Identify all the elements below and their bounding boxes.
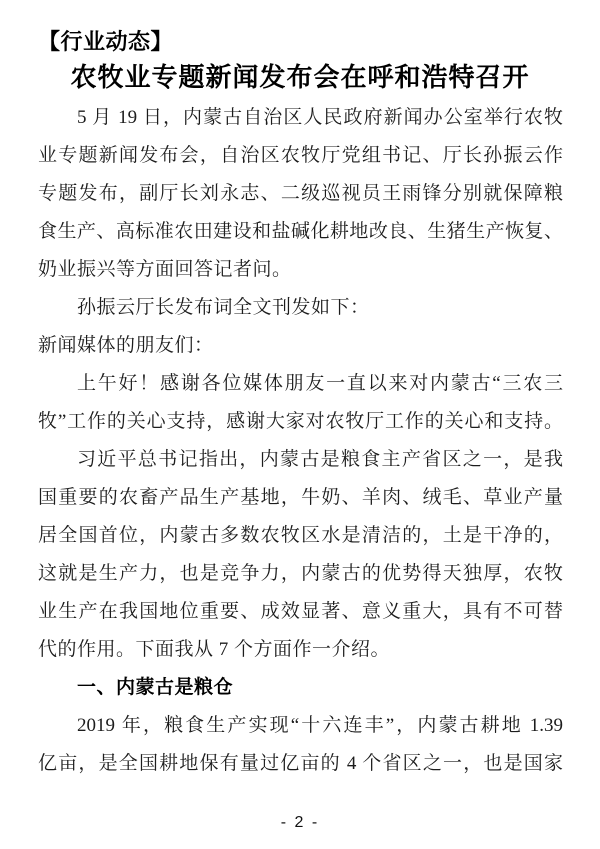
document-body: [38, 99, 563, 783]
section-heading: 一、内蒙古是粮仓: [77, 677, 234, 698]
text-line: 5 月 19 日，内蒙古自治区人民政府新闻办公室举行农牧: [77, 107, 563, 128]
page-number: - 2 -: [280, 814, 320, 831]
section-tag: 【行业动态】: [38, 29, 174, 54]
text-line: 业生产在我国地位重要、成效显著、意义重大，具有不可替: [38, 601, 563, 622]
text-line: 习近平总书记指出，内蒙古是粮食主产省区之一，是我: [77, 449, 563, 470]
text-line: 代的作用。下面我从 7 个方面作一介绍。: [38, 639, 391, 660]
text-line: 专题发布，副厅长刘永志、二级巡视员王雨锋分别就保障粮: [38, 183, 563, 204]
text-line: 牧”工作的关心支持，感谢大家对农牧厅工作的关心和支持。: [38, 411, 563, 432]
text-line: 孙振云厅长发布词全文刊发如下：: [77, 297, 370, 318]
text-line: 这就是生产力，也是竞争力，内蒙古的优势得天独厚，农牧: [38, 563, 563, 584]
text-line: 国重要的农畜产品生产基地，牛奶、羊肉、绒毛、草业产量: [38, 487, 563, 508]
text-line: 业专题新闻发布会，自治区农牧厅党组书记、厅长孙振云作: [38, 145, 563, 166]
text-line: 奶业振兴等方面回答记者问。: [38, 259, 292, 280]
text-line: 亿亩，是全国耕地保有量过亿亩的 4 个省区之一，也是国家: [38, 753, 563, 774]
text-line: 上午好！感谢各位媒体朋友一直以来对内蒙古“三农三: [77, 373, 563, 394]
document-title: 农牧业专题新闻发布会在呼和浩特召开: [70, 63, 530, 92]
text-line: 新闻媒体的朋友们：: [38, 335, 214, 356]
text-line: 2019 年，粮食生产实现“十六连丰”，内蒙古耕地 1.39: [77, 715, 563, 736]
text-line: 居全国首位，内蒙古多数农牧区水是清洁的，土是干净的，: [38, 525, 563, 546]
text-line: 食生产、高标准农田建设和盐碱化耕地改良、生猪生产恢复、: [38, 221, 563, 242]
